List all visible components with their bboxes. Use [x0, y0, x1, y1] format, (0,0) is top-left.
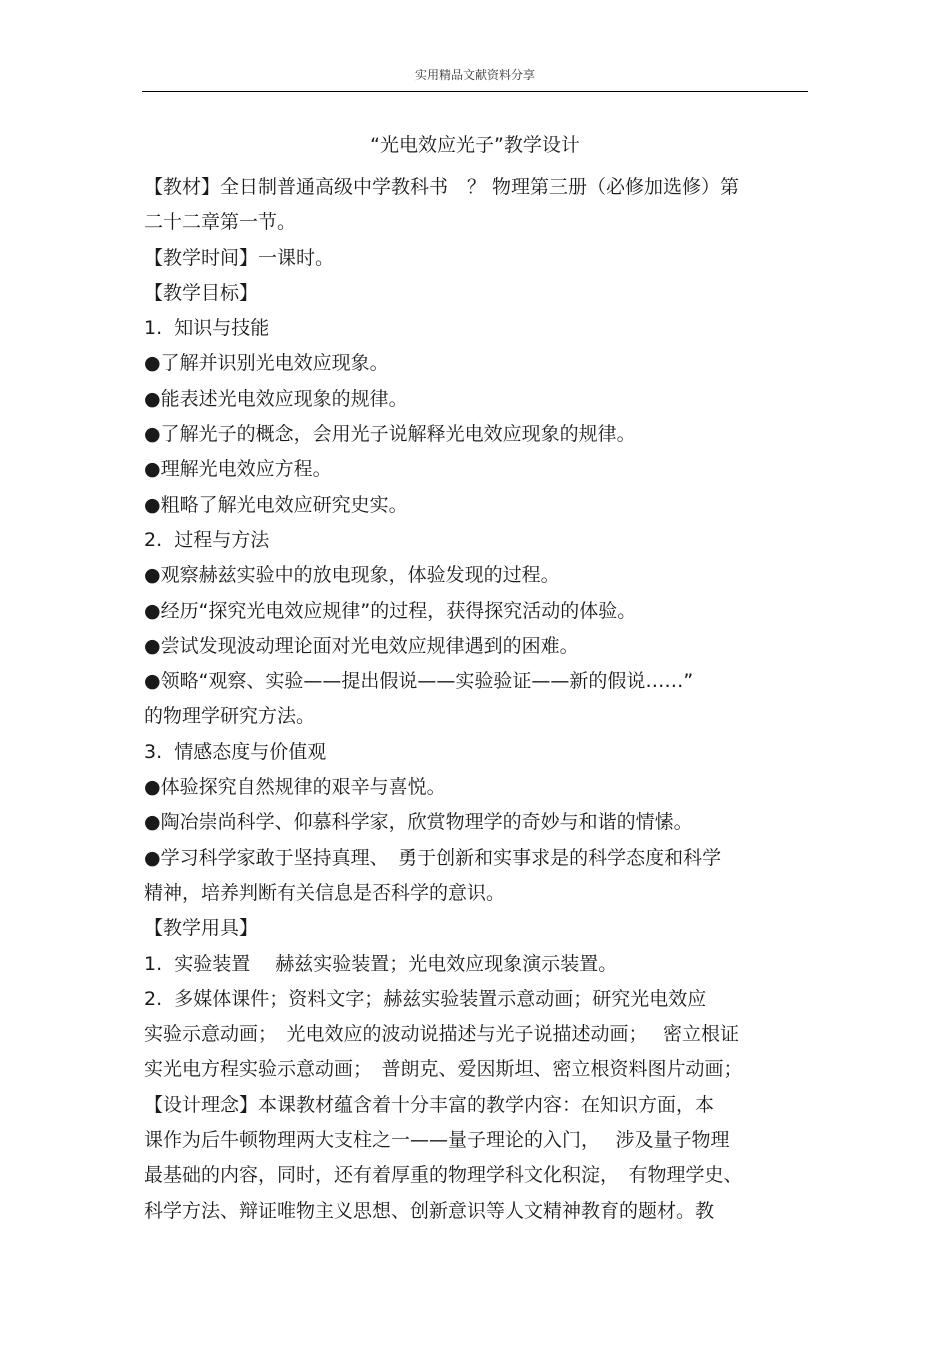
text-line: 3. 情感态度与价值观 — [144, 740, 327, 763]
text-line: ●了解并识别光电效应现象。 — [144, 352, 389, 375]
text-line: 实验示意动画； 光电效应的波动说描述与光子说描述动画； 密立根证 — [144, 1023, 740, 1046]
text-line: 【教学目标】 — [144, 281, 259, 304]
header-rule — [142, 91, 808, 92]
text-line: 精神，培养判断有关信息是否科学的意识。 — [144, 881, 506, 904]
text-line: ●陶冶崇尚科学、仰慕科学家，欣赏物理学的奇妙与和谐的情愫。 — [144, 811, 693, 834]
text-line: ●体验探究自然规律的艰辛与喜悦。 — [144, 776, 446, 799]
text-line: 【教学时间】一课时。 — [144, 246, 335, 269]
text-line: 【教学用具】 — [144, 917, 259, 940]
header-text: 实用精品文献资料分享 — [414, 68, 535, 82]
text-line: 1. 知识与技能 — [144, 317, 270, 340]
text-line: 【设计理念】本课教材蕴含着十分丰富的教学内容：在知识方面，本 — [144, 1093, 715, 1116]
text-line: ●领略“观察、实验——提出假说——实验验证——新的假说……” — [144, 670, 694, 693]
text-line: ●粗略了解光电效应研究史实。 — [144, 493, 408, 516]
text-line: ●了解光子的概念，会用光子说解释光电效应现象的规律。 — [144, 423, 636, 446]
text-line: ●理解光电效应方程。 — [144, 458, 332, 481]
text-line: 二十二章第一节。 — [144, 211, 297, 234]
text-line: ●尝试发现波动理论面对光电效应规律遇到的困难。 — [144, 634, 579, 657]
text-line: ●学习科学家敢于坚持真理、 勇于创新和实事求是的科学态度和科学 — [144, 846, 722, 869]
text-line: 1. 实验装置 赫兹实验装置；光电效应现象演示装置。 — [144, 952, 618, 975]
text-line: ●经历“探究光电效应规律”的过程，获得探究活动的体验。 — [144, 599, 637, 622]
text-line: 科学方法、辩证唯物主义思想、创新意识等人文精神教育的题材。教 — [144, 1199, 715, 1222]
text-line: 实光电方程实验示意动画； 普朗克、爱因斯坦、密立根资料图片动画； — [144, 1058, 743, 1081]
text-line: 课作为后牛顿物理两大支柱之一——量子理论的入门， 涉及量子物理 — [144, 1129, 730, 1152]
text-line: 2. 多媒体课件；资料文字；赫兹实验装置示意动画；研究光电效应 — [144, 987, 707, 1010]
text-line: 【教材】全日制普通高级中学教科书 ？ 物理第三册（必修加选修）第 — [144, 176, 740, 198]
text-line: ●观察赫兹实验中的放电现象，体验发现的过程。 — [144, 564, 560, 587]
document-body — [144, 170, 808, 1229]
document-title: “光电效应光子”教学设计 — [370, 134, 580, 156]
text-line: 的物理学研究方法。 — [144, 705, 316, 728]
text-line: 2. 过程与方法 — [144, 528, 270, 551]
text-line: ●能表述光电效应现象的规律。 — [144, 387, 408, 410]
text-line: 最基础的内容，同时，还有着厚重的物理学科文化积淀， 有物理学史、 — [144, 1164, 743, 1187]
